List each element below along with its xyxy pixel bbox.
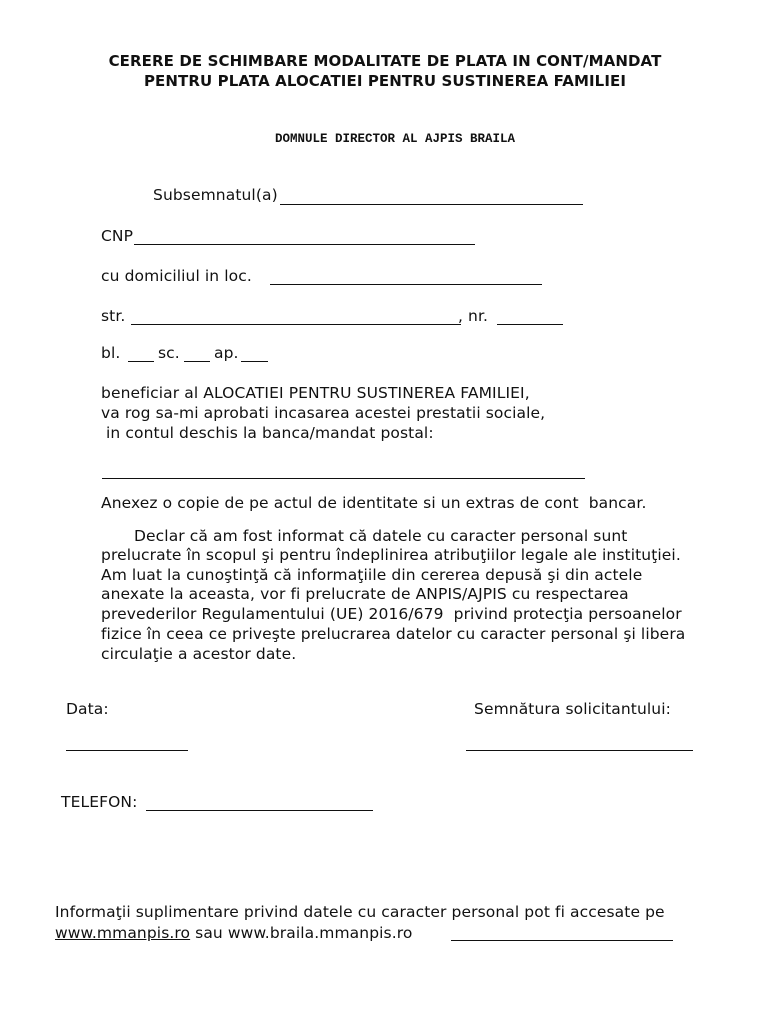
declaration-line-1: Declar că am fost informat că datele cu caracter personal sunt [134, 527, 628, 545]
data-label: Data: [66, 700, 109, 718]
annex-text: Anexez o copie de pe actul de identitate si un extras de cont bancar. [101, 494, 647, 512]
title-line-1: CERERE DE SCHIMBARE MODALITATE DE PLATA IN CONT/MANDAT [108, 52, 662, 70]
sc-label: sc. [158, 344, 180, 362]
title-line-2: PENTRU PLATA ALOCATIEI PENTRU SUSTINEREA FAMILIEI [143, 72, 627, 90]
declaration-line-6: fizice în ceea ce priveşte prelucrarea datelor cu caracter personal şi libera [101, 625, 686, 643]
addressee: DOMNULE DIRECTOR AL AJPIS BRAILA [274, 132, 516, 146]
domiciliu-label: cu domiciliul in loc. [101, 267, 252, 285]
request-line-3: in contul deschis la banca/mandat postal: [101, 424, 434, 442]
mmanpis-link[interactable]: www.mmanpis.ro [55, 924, 191, 942]
bl-label: bl. [101, 344, 121, 362]
subsemnatul-label: Subsemnatul(a) [153, 186, 278, 204]
nr-label: , nr. [458, 307, 489, 325]
footer-blank-line [451, 940, 673, 941]
cnp-field[interactable] [134, 244, 475, 245]
semnatura-label: Semnătura solicitantului: [474, 700, 671, 718]
footer-info-line: Informaţii suplimentare privind datele cu caracter personal pot fi accesate pe [55, 903, 665, 921]
declaration-line-2: prelucrate în scopul şi pentru îndeplinirea atribuţiilor legale ale instituţiei. [101, 546, 681, 564]
request-line-2: va rog sa-mi aprobati incasarea acestei prestatii sociale, [101, 404, 546, 422]
str-field[interactable] [131, 324, 461, 325]
ap-label: ap. [214, 344, 239, 362]
ap-field[interactable] [241, 361, 268, 362]
bank-account-field[interactable] [102, 478, 585, 479]
str-label: str. [101, 307, 126, 325]
sc-field[interactable] [184, 361, 210, 362]
bl-field[interactable] [128, 361, 154, 362]
nr-field[interactable] [497, 324, 563, 325]
declaration-line-4: anexate la aceasta, vor fi prelucrate de ANPIS/AJPIS cu respectarea [101, 585, 629, 603]
data-field[interactable] [66, 750, 188, 751]
request-line-1: beneficiar al ALOCATIEI PENTRU SUSTINEREA FAMILIEI, [101, 384, 530, 402]
domiciliu-field[interactable] [270, 284, 542, 285]
telefon-label: TELEFON: [61, 793, 138, 811]
braila-link[interactable]: www.braila.mmanpis.ro [227, 924, 413, 942]
telefon-field[interactable] [146, 810, 373, 811]
cnp-label: CNP [101, 227, 134, 245]
declaration-line-5: prevederilor Regulamentului (UE) 2016/679 privind protecţia persoanelor [101, 605, 682, 623]
declaration-line-7: circulaţie a acestor date. [101, 645, 297, 663]
footer-links [55, 924, 412, 942]
footer-sau: sau [190, 924, 228, 942]
subsemnatul-field[interactable] [280, 204, 583, 205]
semnatura-field[interactable] [466, 750, 693, 751]
declaration-line-3: Am luat la cunoştinţă că informaţiile din cererea depusă şi din actele [101, 566, 643, 584]
